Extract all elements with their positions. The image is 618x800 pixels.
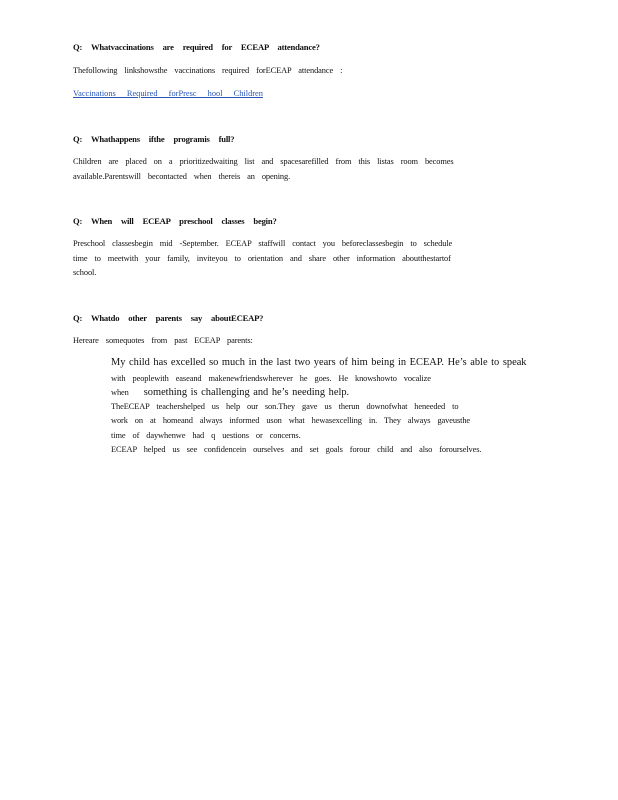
quote-1-line-3 [111, 387, 349, 398]
quote-1-line-2: with peoplewith easeand makenewfriendswherever he goes. He knowshowto vocalize [111, 374, 431, 383]
quote-1-line-1: My child has excelled so much in the last two years of him being in ECEAP. He’s able to speak [111, 357, 527, 368]
quote-2-line-3: time of daywhenwe had q uestions or concerns. [111, 431, 301, 440]
quote-1-line-3-end: something is challenging and he’s needing help. [143, 387, 350, 398]
classes-begin-text-line-2: time to meetwith your family, inviteyou to orientation and share other information aboutthestartof [73, 254, 451, 263]
quote-3-line-1: ECEAP helped us see confidencein ourselves and set goals forour child and also forourselves. [111, 445, 482, 454]
vaccinations-link[interactable]: Vaccinations Required forPresc hool Children [73, 89, 263, 98]
question-parents-say: Q: Whatdo other parents say aboutECEAP? [73, 313, 264, 323]
vaccinations-text: Thefollowing linkshowsthe vaccinations required forECEAP attendance : [73, 66, 343, 75]
program-full-text-line-2: available.Parentswill becontacted when thereis an opening. [73, 172, 291, 181]
parents-intro: Hereare somequotes from past ECEAP parents: [73, 336, 253, 345]
classes-begin-text-line-3: school. [73, 268, 97, 277]
question-classes-begin: Q: When will ECEAP preschool classes begin? [73, 216, 277, 226]
question-vaccinations: Q: Whatvaccinations are required for ECEAP attendance? [73, 42, 320, 52]
program-full-text-line-1: Children are placed on a prioritizedwaiting list and spacesarefilled from this listas room becomes [73, 157, 454, 166]
quote-2-line-2: work on at homeand always informed uson what hewasexcelling in. They always gaveusthe [111, 416, 471, 425]
classes-begin-text-line-1: Preschool classesbegin mid -September. ECEAP staffwill contact you beforeclassesbegin to schedule [73, 239, 453, 248]
question-program-full: Q: Whathappens ifthe programis full? [73, 134, 235, 144]
quote-1-line-3-start: when [111, 388, 129, 397]
quote-2-line-1: TheECEAP teachershelped us help our son.They gave us therun downofwhat heneeded to [111, 402, 459, 411]
